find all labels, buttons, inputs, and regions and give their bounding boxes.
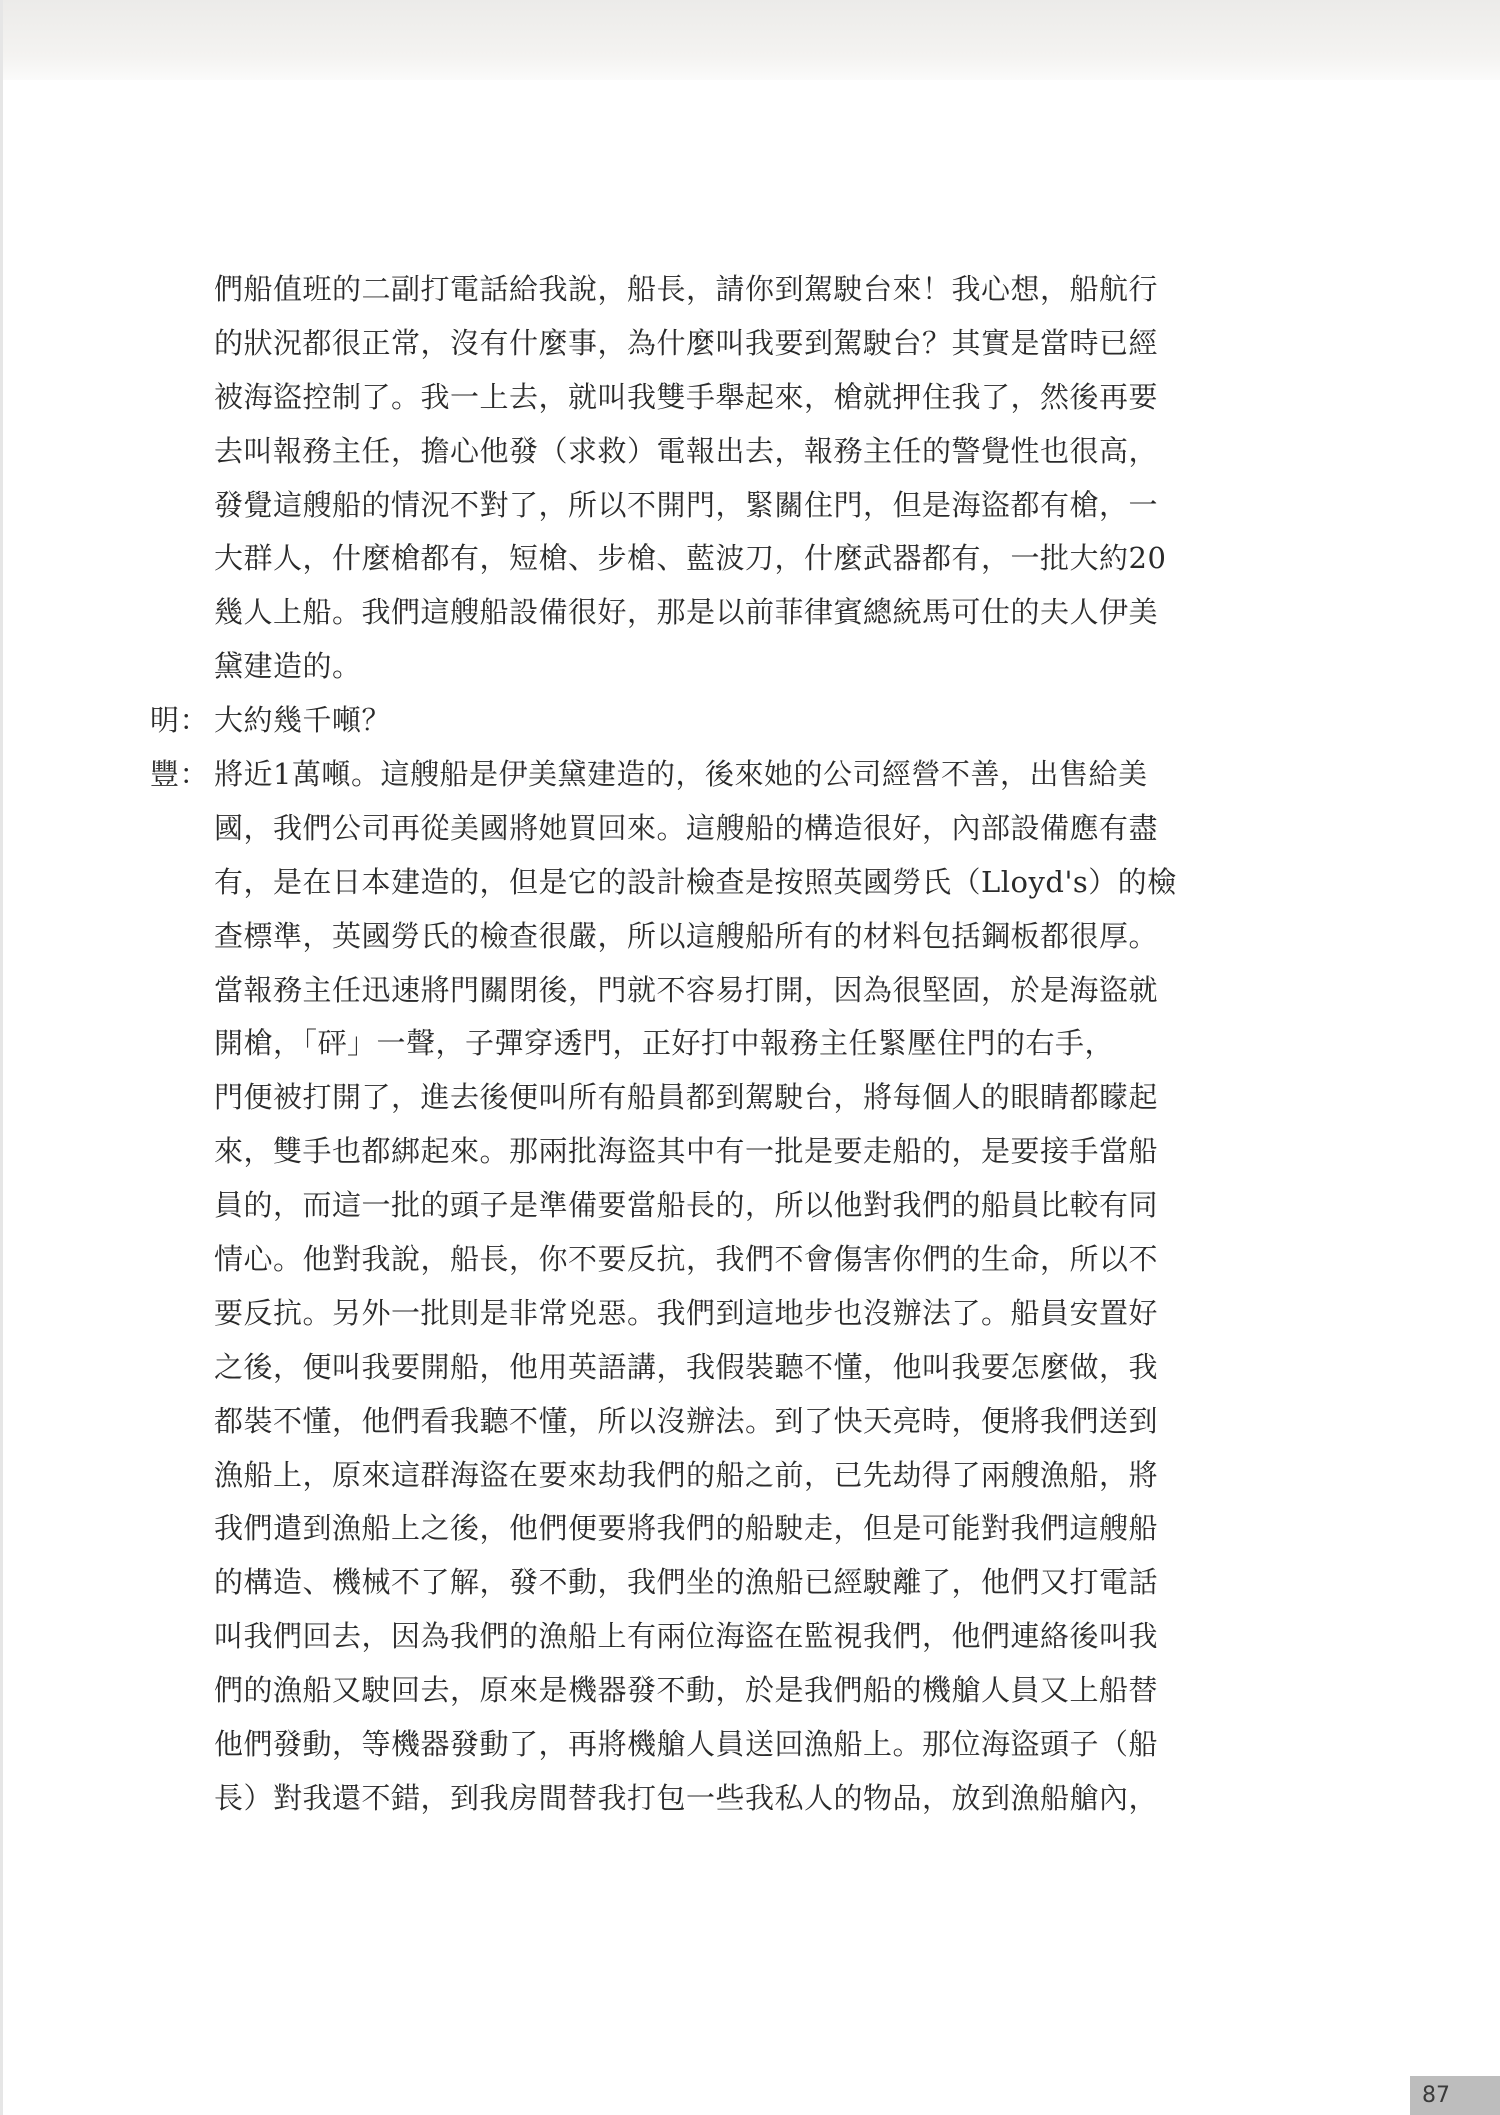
- text-line: 員的，而這一批的頭子是準備要當船長的，所以他對我們的船員比較有同: [214, 1188, 1159, 1223]
- text-line: 要反抗。另外一批則是非常兇惡。我們到這地步也沒辦法了。船員安置好: [214, 1295, 1159, 1330]
- dialogue-line: 豐： 將近1萬噸。這艘船是伊美黛建造的，後來她的公司經營不善，出售給美: [150, 748, 1270, 802]
- text-line: 叫我們回去，因為我們的漁船上有兩位海盜在監視我們，他們連絡後叫我: [214, 1619, 1159, 1654]
- text-line: 他們發動，等機器發動了，再將機艙人員送回漁船上。那位海盜頭子（船: [214, 1727, 1159, 1762]
- text-line: 都裝不懂，他們看我聽不懂，所以沒辦法。到了快天亮時，便將我們送到: [214, 1403, 1159, 1438]
- text-line: 查標準，英國勞氏的檢查很嚴，所以這艘船所有的材料包括鋼板都很厚。: [214, 918, 1159, 953]
- text-line: 情心。他對我說，船長，你不要反抗，我們不會傷害你們的生命，所以不: [214, 1242, 1159, 1277]
- text-line: 開槍，「砰」一聲，子彈穿透門，正好打中報務主任緊壓住門的右手，: [214, 1026, 1115, 1061]
- speaker-label: 豐：: [150, 757, 210, 792]
- page-number: 87: [1410, 2076, 1500, 2115]
- text-line: 長）對我還不錯，到我房間替我打包一些我私人的物品，放到漁船艙內，: [214, 1780, 1159, 1815]
- text-line: 大群人，什麼槍都有，短槍、步槍、藍波刀，什麼武器都有，一批大約20: [214, 541, 1167, 576]
- text-line: 被海盜控制了。我一上去，就叫我雙手舉起來，槍就押住我了，然後再要: [214, 379, 1159, 414]
- text-line: 的構造、機械不了解，發不動，我們坐的漁船已經駛離了，他們又打電話: [214, 1565, 1159, 1600]
- text-line: 有，是在日本建造的，但是它的設計檢查是按照英國勞氏（Lloyd's）的檢: [214, 864, 1177, 899]
- text-line: 門便被打開了，進去後便叫所有船員都到駕駛台，將每個人的眼睛都矇起: [214, 1080, 1159, 1115]
- body-text: [150, 263, 1270, 1826]
- text-line: 們的漁船又駛回去，原來是機器發不動，於是我們船的機艙人員又上船替: [214, 1673, 1159, 1708]
- text-line: 黛建造的。: [214, 649, 362, 684]
- scan-top-band: [0, 0, 1500, 80]
- text-line: 來，雙手也都綁起來。那兩批海盜其中有一批是要走船的，是要接手當船: [214, 1134, 1159, 1169]
- text-line: 漁船上，原來這群海盜在要來劫我們的船之前，已先劫得了兩艘漁船，將: [214, 1457, 1159, 1492]
- text-line: 發覺這艘船的情況不對了，所以不開門，緊關住門，但是海盜都有槍，一: [214, 487, 1159, 522]
- dialogue-line: 明： 大約幾千噸？: [150, 694, 1270, 748]
- text-line: 當報務主任迅速將門關閉後，門就不容易打開，因為很堅固，於是海盜就: [214, 972, 1159, 1007]
- text-line: 們船值班的二副打電話給我說，船長，請你到駕駛台來！我心想，船航行: [214, 272, 1159, 306]
- text-line: 去叫報務主任，擔心他發（求救）電報出去，報務主任的警覺性也很高，: [214, 433, 1159, 468]
- page-left-edge: [0, 0, 3, 2115]
- text-line: 幾人上船。我們這艘船設備很好，那是以前菲律賓總統馬可仕的夫人伊美: [214, 595, 1159, 630]
- text-line: 的狀況都很正常，沒有什麼事，為什麼叫我要到駕駛台？其實是當時已經: [214, 325, 1159, 360]
- text-line: 國，我們公司再從美國將她買回來。這艘船的構造很好，內部設備應有盡: [214, 810, 1159, 845]
- text-line: 我們遣到漁船上之後，他們便要將我們的船駛走，但是可能對我們這艘船: [214, 1511, 1159, 1546]
- speaker-label: 明：: [150, 703, 210, 738]
- text-line: 之後，便叫我要開船，他用英語講，我假裝聽不懂，他叫我要怎麼做，我: [214, 1349, 1159, 1384]
